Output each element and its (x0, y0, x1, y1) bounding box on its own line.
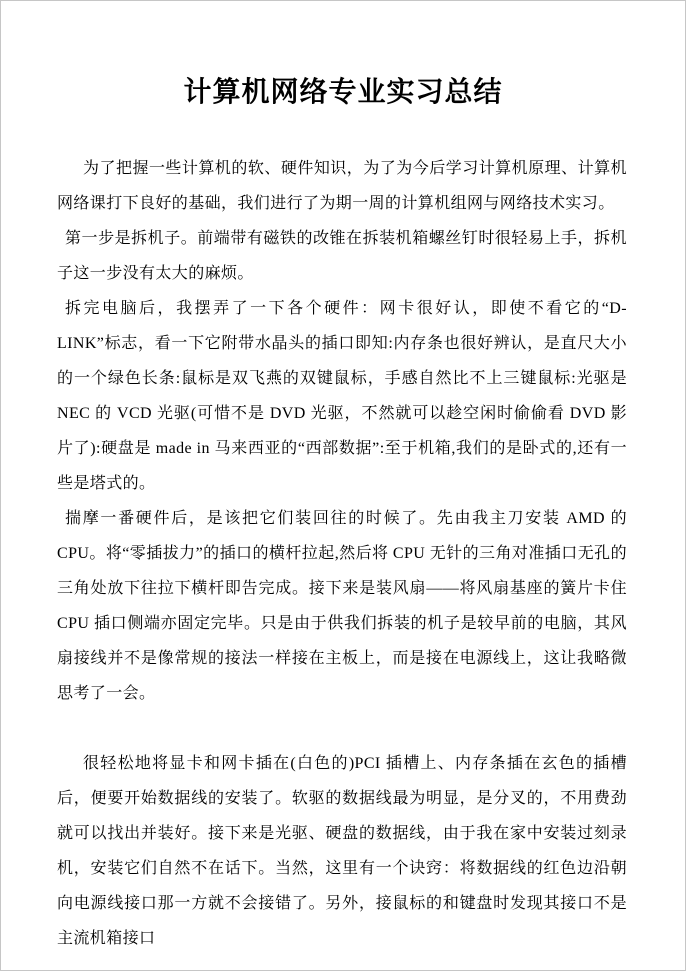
blank-line (57, 711, 627, 746)
paragraph-cpu-install: 揣摩一番硬件后，是该把它们装回往的时候了。先由我主刀安装 AMD 的 CPU。将“零插拔力”的插口的横杆拉起,然后将 CPU 无针的三角对准插口无孔的三角处放下往拉下横杆即告完成。接下来是装风扇——将风扇基座的簧片卡住 CPU 插口侧端亦固定完毕。只是由于供我们拆装的机子是较早前的电脑，其风扇接线并不是像常规的接法一样接在主板上，而是接在电源线上，这让我略微思考了一会。 (57, 510, 627, 702)
document-body (57, 151, 627, 956)
paragraph-hardware-inspection: 拆完电脑后，我摆弄了一下各个硬件：网卡很好认，即使不看它的“D-LINK”标志，看一下它附带水晶头的插口即知:内存条也很好辨认，是直尺大小的一个绿色长条:鼠标是双飞燕的双键鼠标，手感自然比不上三键鼠标:光驱是 NEC 的 VCD 光驱(可惜不是 DVD 光驱，不然就可以趁空闲时偷偷看 DVD 影片了):硬盘是 made in 马来西亚的“西部数据”:至于机箱,我们的是卧式的,还有一些是塔式的。 (57, 300, 627, 492)
paragraph-cables-install: 很轻松地将显卡和网卡插在(白色的)PCI 插槽上、内存条插在玄色的插槽后，便要开始数据线的安装了。软驱的数据线最为明显，是分叉的，不用费劲就可以找出并装好。接下来是光驱、硬盘的数据线，由于我在家中安装过刻录机，安装它们自然不在话下。当然，这里有一个诀窍：将数据线的红色边沿朝向电源线接口那一方就不会接错了。另外，接鼠标的和键盘时发现其接口不是主流机箱接口 (57, 755, 627, 947)
document-title: 计算机网络专业实习总结 (183, 77, 503, 108)
paragraph-intro: 为了把握一些计算机的软、硬件知识，为了为今后学习计算机原理、计算机网络课打下良好的基础，我们进行了为期一周的计算机组网与网络技术实习。 (57, 160, 627, 212)
paragraph-step-one: 第一步是拆机子。前端带有磁铁的改锥在拆装机箱螺丝钉时很轻易上手，拆机子这一步没有太大的麻烦。 (57, 230, 627, 282)
